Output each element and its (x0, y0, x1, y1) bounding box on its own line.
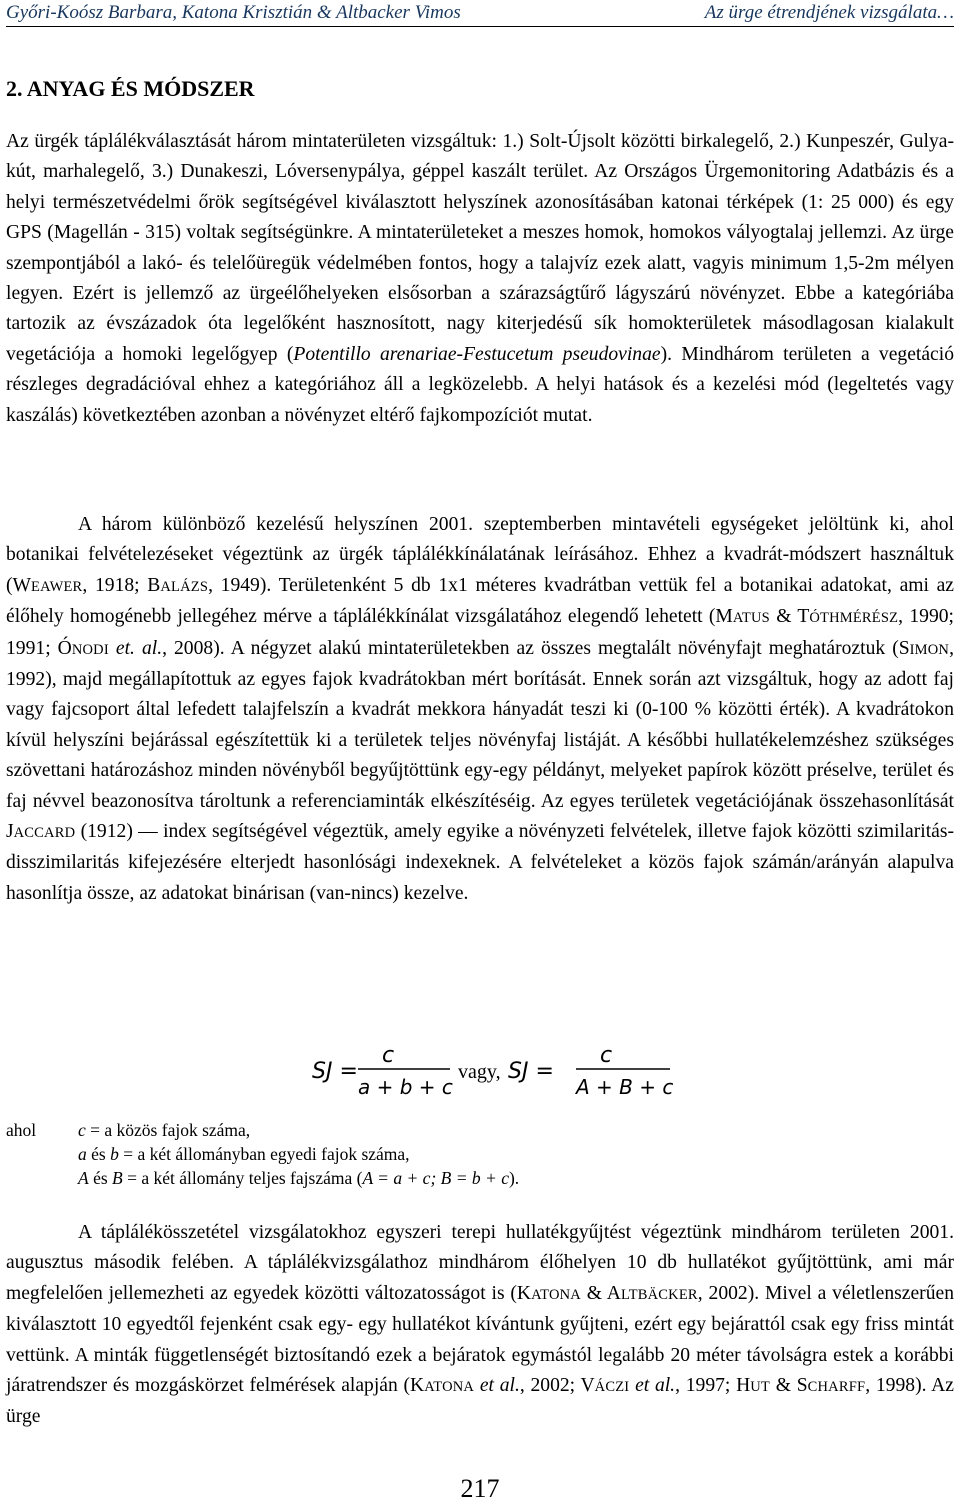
definition-c-text: = a közös fajok száma, (85, 1120, 251, 1140)
paragraph-study-sites (6, 127, 954, 431)
para3-sc-3: ATONA (424, 1379, 475, 1396)
definition-ab-and: és (86, 1144, 111, 1164)
para2-text-4: & T (769, 606, 810, 628)
para2-sc-5: NODI (71, 641, 109, 658)
var-b: b (110, 1144, 119, 1164)
definition-AB-and: és (88, 1168, 113, 1188)
page-number: 217 (460, 1474, 500, 1503)
formula-numerator-2: c (600, 1043, 613, 1068)
formula-lhs-1: SJ = (312, 1059, 358, 1084)
header-authors: Győri-Koósz Barbara, Katona Krisztián & Altbacker Vimos (6, 2, 461, 23)
para2-sc-1: EAWER (31, 578, 83, 595)
para2-text-3: , 1949). Területenként 5 db 1x1 méteres kvadrátban vettük fel a botanikai adatokat, ami az élőhely homogénebb jellegéhez mérve a táplálékkínálat vizsgálatához elegendő lehetett (M (6, 574, 955, 628)
para1-text-1: Az ürgék táplálékválasztását három mintaterületen vizsgáltuk: 1.) Solt-Újsolt közötti birkalegelő, 2.) Kunpeszér, Gulya-kút, marhalegelő, 3.) Dunakeszi, Lóversenypálya, géppel kaszált terület. Az Országos Ürgemonitoring Adatbázis és a helyi természetvédelmi őrök segítségével kiválasztott helyszínek azonosításában katonai térképek (1: 25 000) és egy GPS (Magellán - 315) voltak segítségünkre. A mintaterületeket a meszes homok, homokos vályogtalaj jellemzi. Az ürge szempontjából a lakó- és telelőüregük védelmében fontos, hogy a talajvíz ezek alatt, vagyis minimum 1,5-2m mélyen legyen. Ezért is jellemző az ürgeélőhelyeken elsősorban a szárazságtűrő lágyszárú növényzet. Ebbe a kategóriába tartozik az évszázadok óta legelőként hasznosított, nagy kiterjedésű sík homokterületek másodlagosan kialakult vegetációja a homoki legelőgyep ( (6, 131, 954, 365)
header-rule (6, 26, 954, 27)
para3-text-4: , 2002; V (519, 1375, 595, 1397)
para2-text-5: , 1990; 1991; Ó (6, 606, 954, 659)
definition-ab-text: = a két állományban egyedi fajok száma, (118, 1144, 410, 1164)
para3-etal-1: et al. (479, 1375, 520, 1397)
para2-sc-4: ÓTHMÉRÉSZ (809, 610, 899, 627)
definition-AB-formula: A = a + c; B = b + c (362, 1168, 509, 1188)
definition-AB-text: = a két állomány teljes fajszáma ( (122, 1168, 363, 1188)
definition-c (78, 1118, 878, 1142)
definition-a-b (78, 1142, 878, 1166)
definition-A-B (78, 1166, 878, 1190)
para2-text-1: A három különböző kezelésű helyszínen 2001. szeptemberben mintavételi egységeket jelöltünk ki, ahol botanikai felvételezéseket végeztünk az ürgék táplálékkínálatának leírásához. Ehhez a kvadrát-módszert használtuk (W (6, 514, 954, 596)
formula-graphic (300, 1040, 680, 1100)
formula-denominator-2: A + B + c (576, 1075, 674, 1099)
formula-denominator-1: a + b + c (358, 1075, 453, 1099)
formula-numerator-1: c (382, 1043, 395, 1068)
formula-lhs-2: SJ = (508, 1059, 554, 1084)
paragraph-methods (6, 510, 954, 909)
para1-text-2: ). Mindhárom területen a vegetáció részleges degradációval ehhez a kategóriához áll a legközelebb. A helyi hatások és a kezelési mód (legeltetés vagy kaszálás) következtében azonban a növényzet eltérő fajkompozíciót mutat. (6, 343, 954, 426)
para3-text-6: & S (770, 1375, 808, 1397)
var-c: c (78, 1120, 86, 1140)
para2-text-7: , 1992), majd megállapítottuk az egyes fajok kvadrátokban mért borítását. Ennek során azt vizsgáltuk, hogy az adott faj vagy fajcsoport által lefedett talajfelszín a kvadrát mekkora hányadát teszi ki (0-100 % közötti érték). A kvadrátokon kívül helyszíni bejárással egészítettük ki a területek teljes növényfaj listáját. A későbbi hullatékelemzéshez szükséges szövettani határozáshoz minden növényből begyűjtöttünk egy-egy példányt, melyeket papírok között préselve, terület és faj névvel beazonosítva tároltunk a referenciaminták elkészítéséig. Az egyes területek vegetációjának összehasonlítását J (6, 637, 955, 843)
section-title: 2. ANYAG ÉS MÓDSZER (6, 76, 255, 101)
definitions-label: ahol (6, 1120, 37, 1140)
definition-AB-end: ). (508, 1168, 520, 1188)
para2-sc-3: ATUS (732, 610, 770, 627)
para2-text-6: , 2008). A négyzet alakú mintaterületekben az összes megtalált növényfajt meghatároztuk (S (162, 637, 910, 659)
formula-or: vagy, (458, 1061, 501, 1083)
var-a: a (78, 1144, 87, 1164)
para3-etal-2: et al. (635, 1375, 676, 1397)
para2-text-2: , 1918; B (82, 574, 161, 596)
para1-latin-name: Potentillo arenariae-Festucetum pseudovinae (293, 343, 661, 365)
para3-text-7: , 1998). Az ürge (6, 1375, 955, 1428)
paragraph-sampling (6, 1218, 954, 1433)
para3-sc-6: CHARFF (807, 1379, 866, 1396)
para3-text-5: , 1997; H (675, 1375, 751, 1397)
para2-etal: et. al. (115, 637, 163, 659)
var-A: A (78, 1168, 89, 1188)
running-header (0, 0, 960, 28)
jaccard-formula (0, 1040, 960, 1100)
para2-text-8: (1912) — index segítségével végeztük, amely egyike a növényzeti felvételek, illetve fajok közötti szimilaritás-disszimilaritás kifejezésére elterjedt hasonlósági indexeknek. A felvételeket a közös fajok számán/arányán alapulva hasonlítja össze, az adatokat binárisan (van-nincs) kezelve. (6, 821, 954, 904)
para3-sc-5: UT (750, 1379, 770, 1396)
para3-sc-4: ÁCZI (594, 1379, 630, 1396)
para2-sc-2: ALÁZS (160, 578, 209, 595)
para3-text-3: , 2002). Mivel a véletlenszerűen kiválasztott 10 egyedtől fejenként csak egy- egy hullatékot kívántunk gyűjteni, ezért egy bejárattól csak egy friss mintát vettünk. A minták függetlenségét biztosítandó ezek a bejáratok egymástól legalább 20 méter távolságra estek a korábbi járatrendszer és mozgáskörzet felmérések alapján (K (6, 1282, 955, 1397)
para3-sc-1: ATONA (531, 1286, 581, 1303)
var-B: B (112, 1168, 123, 1188)
para3-text-2: & A (580, 1282, 621, 1304)
header-short-title: Az ürge étrendjének vizsgálata… (704, 2, 954, 23)
para2-sc-7: ACCARD (13, 825, 76, 842)
para3-text-1: A táplálékösszetétel vizsgálatokhoz egyszeri terepi hullatékgyűjtést végeztünk mindhárom területen 2001. augusztus második felében. A táplálékvizsgálathoz mindhárom élőhelyen 10 db hullatékot gyűjtöttünk, ami már megfelelően jellemezheti az egyedek közötti változatosságot is (K (6, 1222, 954, 1304)
para2-sc-6: IMON (909, 641, 950, 658)
para3-sc-2: LTBÄCKER (620, 1286, 698, 1303)
